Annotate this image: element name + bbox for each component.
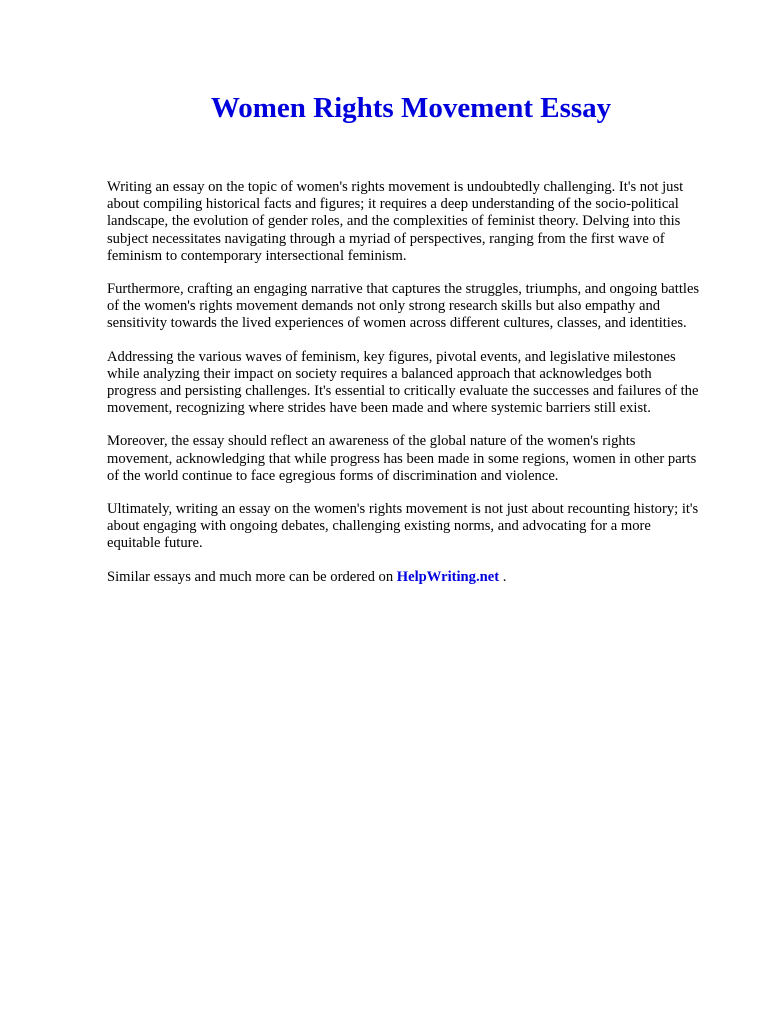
helpwriting-link[interactable]: HelpWriting.net bbox=[396, 568, 500, 585]
paragraph-5: Ultimately, writing an essay on the women's rights movement is not just about recounting history; it's about engaging with ongoing debates, challenging existing norms, and advocating for a more equitable future. bbox=[107, 501, 699, 552]
order-line-prefix: Similar essays and much more can be ordered on bbox=[107, 568, 397, 585]
page-title: Women Rights Movement Essay bbox=[210, 92, 612, 124]
paragraph-1: Writing an essay on the topic of women's rights movement is undoubtedly challenging. It's not just about compiling historical facts and figures; it requires a deep understanding of the socio-political landscape, the evolution of gender roles, and the complexities of feminist theory. Delving into this subject necessitates navigating through a myriad of perspectives, ranging from the first wave of feminism to contemporary intersectional feminism. bbox=[107, 179, 684, 264]
order-line bbox=[107, 569, 702, 586]
paragraph-3: Addressing the various waves of feminism, key figures, pivotal events, and legislative milestones while analyzing their impact on society requires a balanced approach that acknowledges both progress and persisting challenges. It's essential to critically evaluate the successes and failures of the movement, recognizing where strides have been made and where systemic barriers still exist. bbox=[107, 348, 699, 417]
order-line-suffix: . bbox=[499, 568, 507, 585]
paragraph-4: Moreover, the essay should reflect an awareness of the global nature of the women's rights movement, acknowledging that while progress has been made in some regions, women in other parts of the world continue to face egregious forms of discrimination and violence. bbox=[107, 433, 697, 484]
essay-body bbox=[107, 179, 702, 602]
paragraph-2: Furthermore, crafting an engaging narrative that captures the struggles, triumphs, and ongoing battles of the women's rights movement demands not only strong research skills but also empathy and sensitivity towards the lived experiences of women across different cultures, classes, and identities. bbox=[107, 281, 700, 332]
